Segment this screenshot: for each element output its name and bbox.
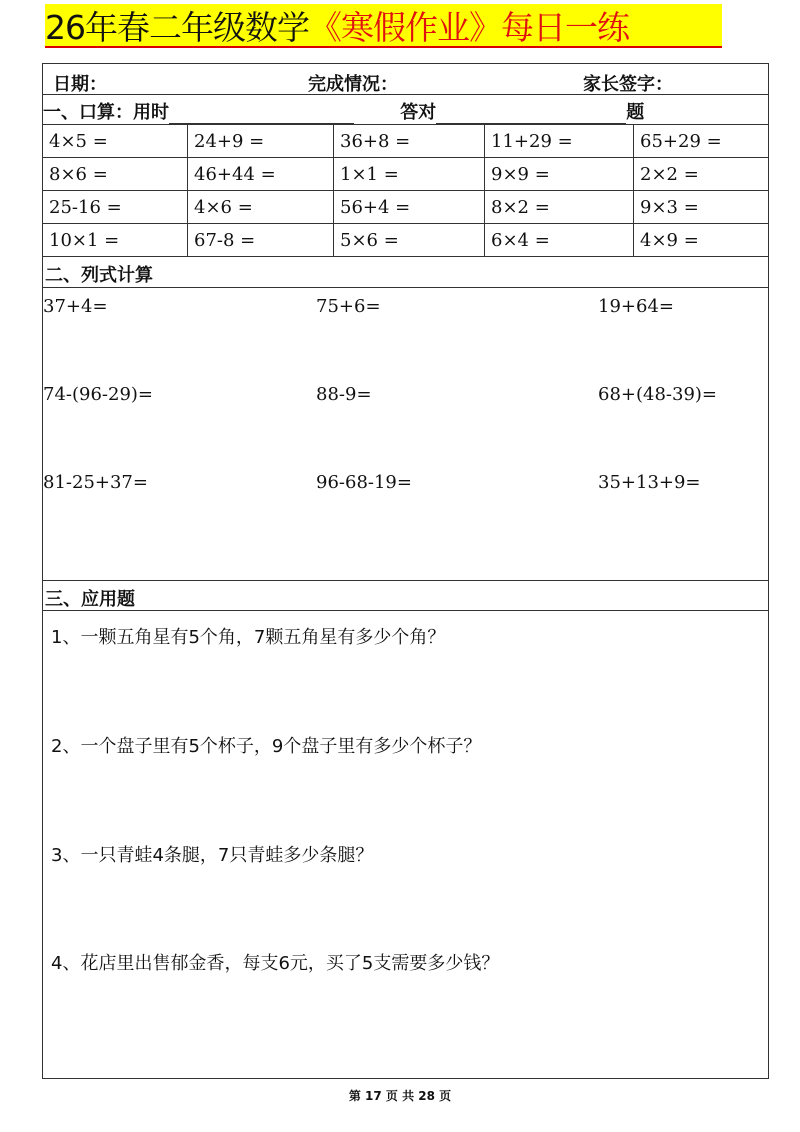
signature-label: 家长签字： xyxy=(583,74,673,95)
word-problem: 1、一颗五角星有5个角，7颗五角星有多少个角？ xyxy=(51,627,446,648)
worksheet xyxy=(42,63,769,1079)
expression-item: 88-9= xyxy=(316,384,372,405)
section1-header xyxy=(43,95,768,125)
grid-cell: 65+29 = xyxy=(634,125,768,158)
correct-label: 答对 xyxy=(400,102,437,123)
expression-item: 81-25+37= xyxy=(43,472,148,493)
grid-cell: 2×2 = xyxy=(634,158,768,191)
section3-header xyxy=(43,580,768,611)
grid-cell: 4×9 = xyxy=(634,224,768,257)
grid-cell: 46+44 = xyxy=(188,158,334,191)
word-problem: 4、花店里出售郁金香，每支6元，买了5支需要多少钱？ xyxy=(51,953,500,974)
expression-item: 74-(96-29)= xyxy=(43,384,154,405)
title-highlight: 《寒假作业》每日一练 xyxy=(309,7,629,47)
info-row xyxy=(43,64,768,95)
grid-cell: 5×6 = xyxy=(334,224,485,257)
section3-label: 三、应用题 xyxy=(45,589,135,610)
grid-cell: 24+9 = xyxy=(188,125,334,158)
grid-cell: 36+8 = xyxy=(334,125,485,158)
section2-label: 二、列式计算 xyxy=(45,265,153,286)
expression-item: 19+64= xyxy=(598,296,674,317)
grid-cell: 9×3 = xyxy=(634,191,768,224)
page-number: 第 17 页 共 28 页 xyxy=(348,1089,452,1103)
grid-cell: 9×9 = xyxy=(485,158,634,191)
grid-cell: 8×2 = xyxy=(485,191,634,224)
completion-label: 完成情况： xyxy=(308,74,398,95)
expression-item: 68+(48-39)= xyxy=(598,384,718,405)
time-blank[interactable] xyxy=(169,103,354,124)
grid-cell: 6×4 = xyxy=(485,224,634,257)
grid-cell: 8×6 = xyxy=(43,158,188,191)
word-problem: 3、一只青蛙4条腿，7只青蛙多少条腿？ xyxy=(51,845,374,866)
word-problem: 2、一个盘子里有5个杯子，9个盘子里有多少个杯子？ xyxy=(51,736,482,757)
mental-math-grid xyxy=(43,125,768,257)
expression-item: 37+4= xyxy=(43,296,108,317)
title-main: 26年春二年级数学 xyxy=(45,7,309,47)
section1-label: 一、口算：用时 xyxy=(43,102,169,123)
grid-cell: 25-16 = xyxy=(43,191,188,224)
expression-item: 96-68-19= xyxy=(316,472,412,493)
unit-label: 题 xyxy=(626,102,645,123)
grid-cell: 1×1 = xyxy=(334,158,485,191)
correct-blank[interactable] xyxy=(436,103,626,124)
expression-item: 75+6= xyxy=(316,296,381,317)
grid-cell: 4×5 = xyxy=(43,125,188,158)
expression-item: 35+13+9= xyxy=(598,472,701,493)
grid-cell: 56+4 = xyxy=(334,191,485,224)
section2-header xyxy=(43,257,768,288)
date-label: 日期： xyxy=(53,74,107,95)
grid-cell: 11+29 = xyxy=(485,125,634,158)
grid-cell: 4×6 = xyxy=(188,191,334,224)
page-title xyxy=(45,4,722,48)
grid-cell: 67-8 = xyxy=(188,224,334,257)
grid-cell: 10×1 = xyxy=(43,224,188,257)
